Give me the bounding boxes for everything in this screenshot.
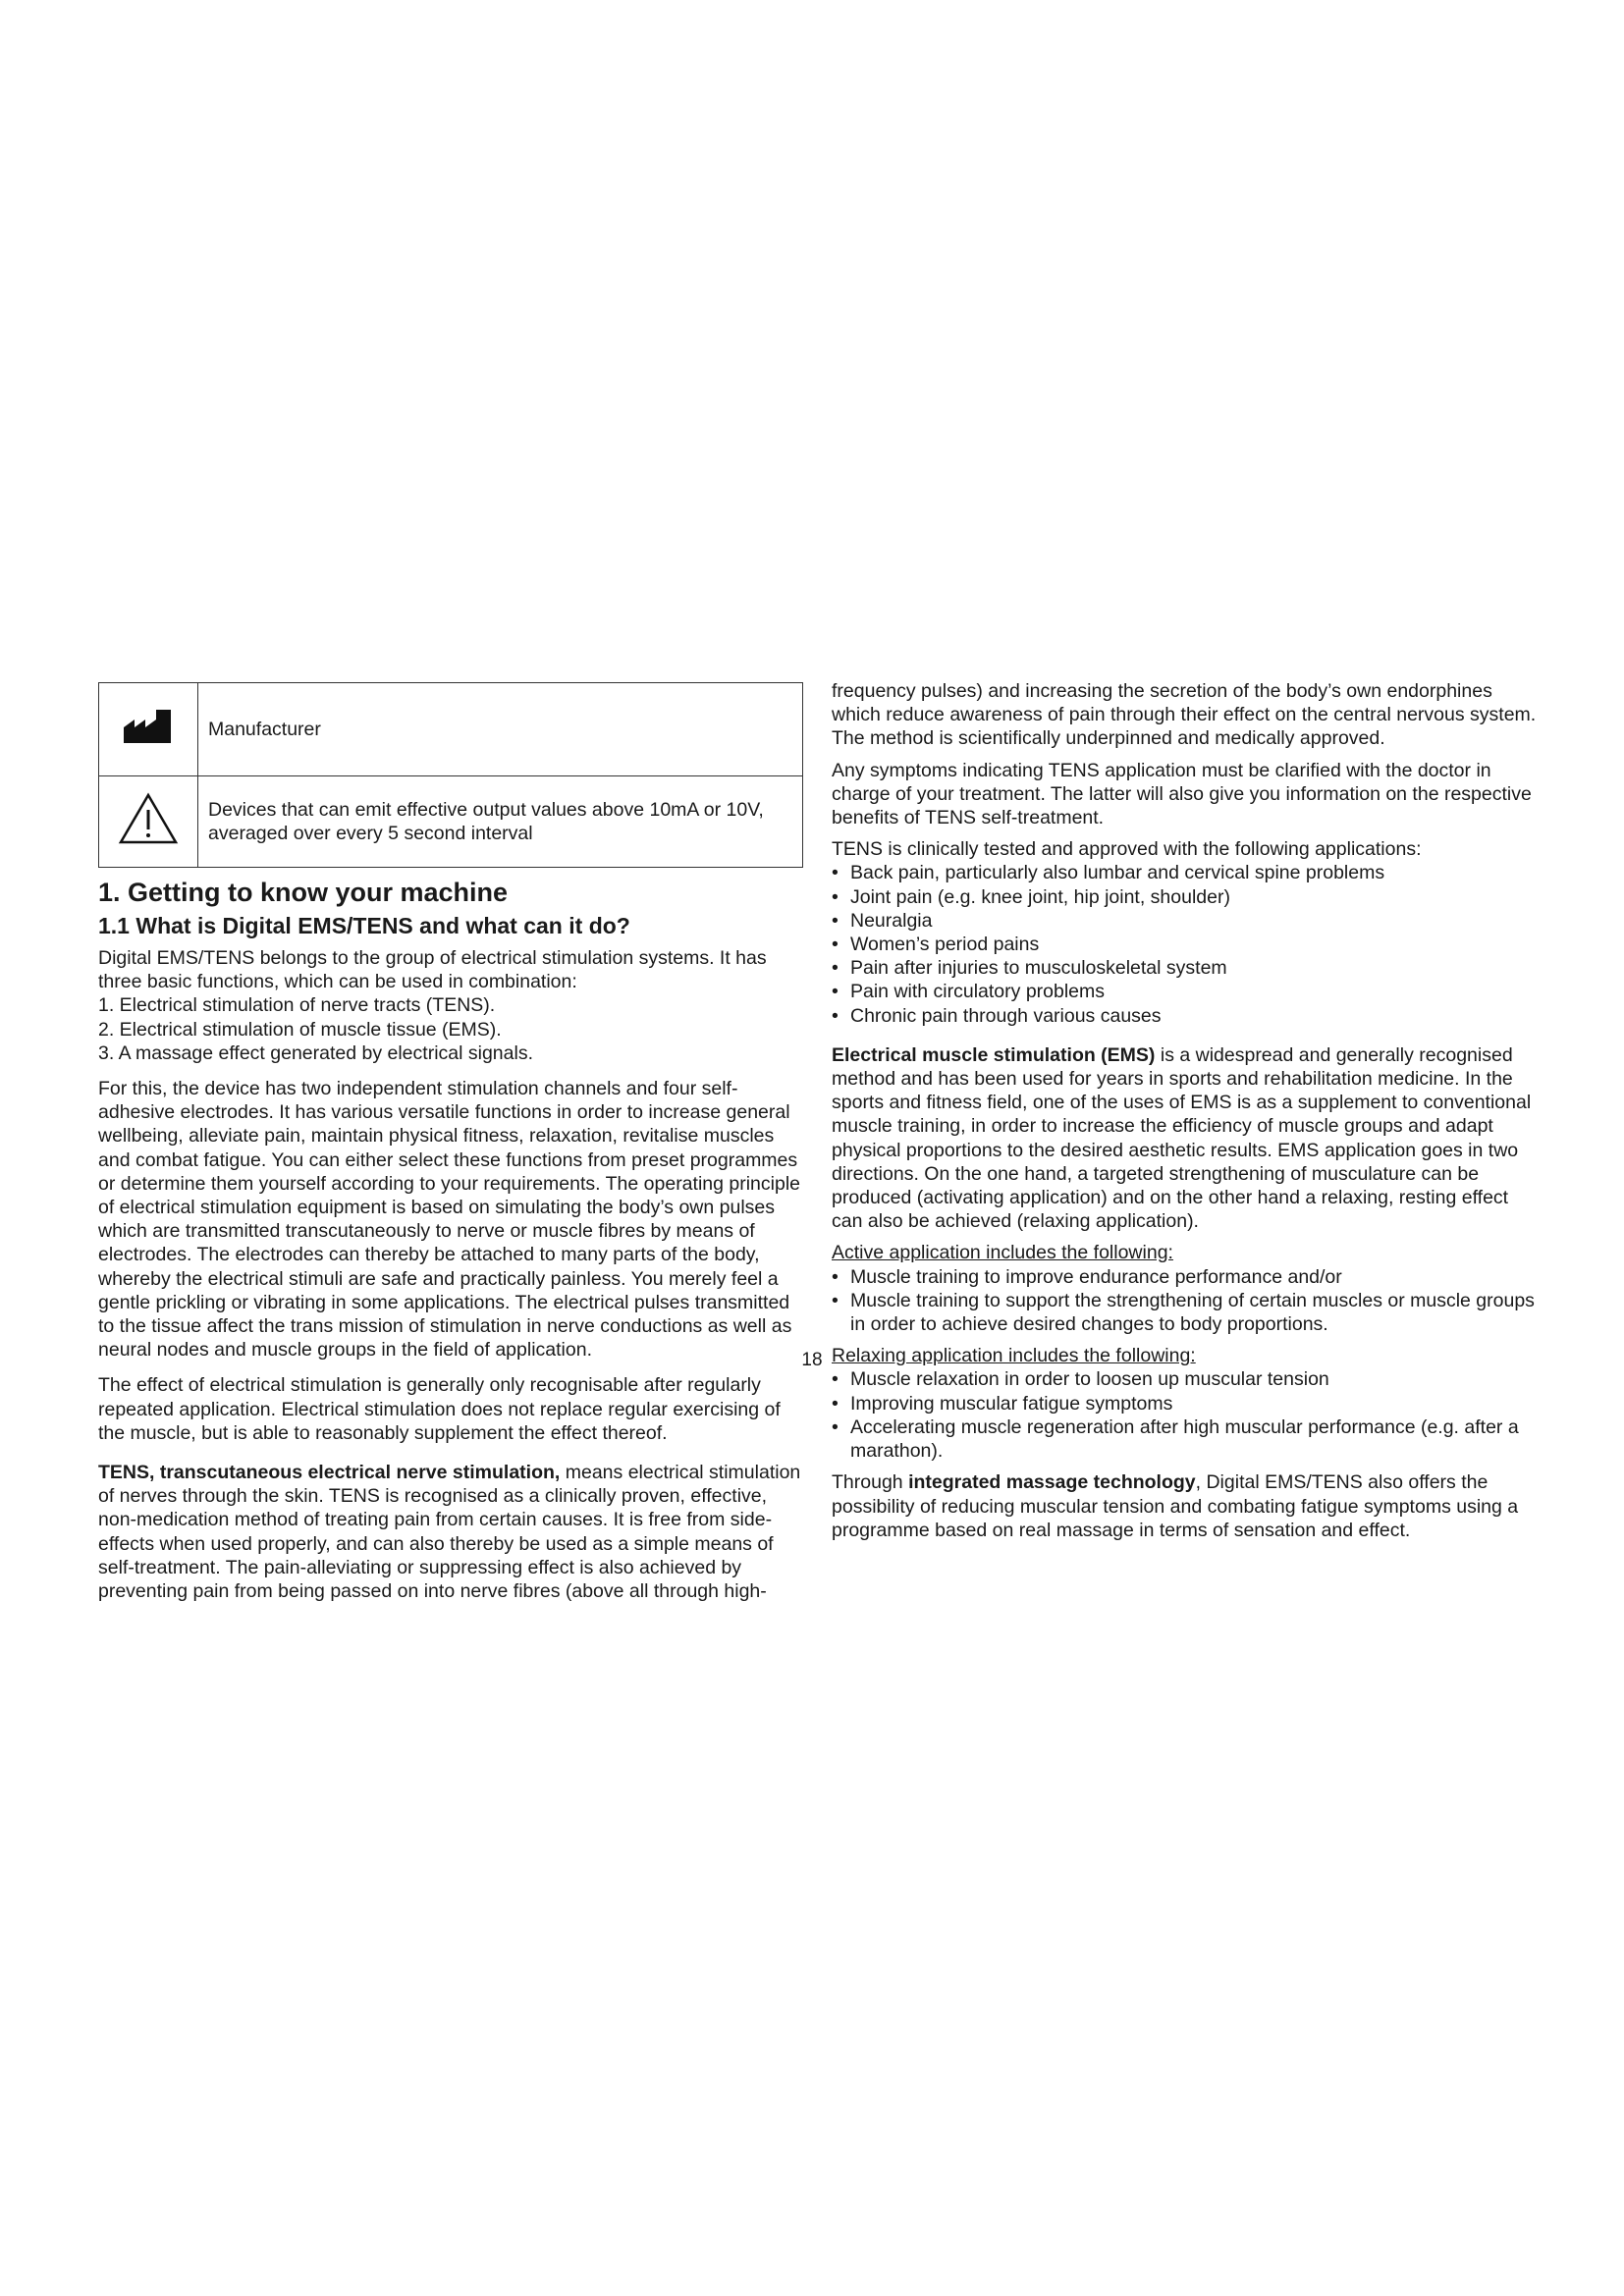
massage-term: integrated massage technology bbox=[908, 1471, 1196, 1494]
ems-text: is a widespread and generally recognised method and has been used for years in sports and rehabilitation medicine. In the sports and fitness field, one of the uses of EMS is as a supplement to conventional muscle training, in order to increase the efficiency of muscle groups and adapt physical proportions to the desired aesthetic results. EMS application goes in two directions. On the one hand, a targeted strengthening of musculature can be produced (activating application) and on the other hand a relaxing, resting effect can also be achieved (relaxing application). bbox=[832, 1043, 1532, 1233]
list-item: 1. Electrical stimulation of nerve tracts (TENS). bbox=[98, 994, 496, 1017]
symbol-row bbox=[99, 776, 803, 868]
ems-paragraph bbox=[832, 1043, 1539, 1234]
ems-term: Electrical muscle stimulation (EMS) bbox=[832, 1043, 1156, 1066]
page-number: 18 bbox=[801, 1350, 823, 1370]
symbol-row bbox=[99, 683, 803, 776]
tens-application-list bbox=[832, 861, 1539, 1027]
tens-paragraph bbox=[98, 1461, 805, 1603]
list-item: • Neuralgia bbox=[832, 909, 1539, 933]
section-heading: 1. Getting to know your machine bbox=[98, 878, 509, 907]
list-item: • Improving muscular fatigue symptoms bbox=[832, 1392, 1539, 1415]
massage-paragraph bbox=[832, 1470, 1539, 1542]
warning-triangle-icon bbox=[99, 776, 198, 868]
intro-paragraph: Digital EMS/TENS belongs to the group of electrical stimulation systems. It has three basic functions, which can be used in combination: bbox=[98, 947, 767, 993]
function-list bbox=[98, 993, 805, 1065]
symbol-table bbox=[98, 682, 803, 868]
list-item: 3. A massage effect generated by electrical signals. bbox=[98, 1041, 533, 1064]
continuation-paragraph: frequency pulses) and increasing the secretion of the body’s own endorphines which reduce awareness of pain through their effect on the central nervous system. The method is scientifically underpinned and medically approved. bbox=[832, 680, 1537, 750]
list-item: 2. Electrical stimulation of muscle tissue (EMS). bbox=[98, 1018, 502, 1041]
right-column bbox=[832, 679, 1539, 1554]
manufacturer-icon bbox=[99, 683, 198, 776]
symbol-text: Manufacturer bbox=[198, 683, 803, 776]
relax-heading: Relaxing application includes the following: bbox=[832, 1345, 1196, 1367]
massage-pre: Through bbox=[832, 1471, 909, 1494]
list-item: • Muscle training to support the strengthening of certain muscles or muscle groups in order to achieve desired changes to body proportions. bbox=[832, 1289, 1539, 1336]
relax-list bbox=[832, 1367, 1539, 1463]
list-item: • Pain after injuries to musculoskeletal system bbox=[832, 956, 1539, 980]
list-item: • Pain with circulatory problems bbox=[832, 980, 1539, 1003]
list-item: • Accelerating muscle regeneration after high muscular performance (e.g. after a marathon). bbox=[832, 1415, 1539, 1463]
tens-term: TENS, transcutaneous electrical nerve stimulation, bbox=[98, 1462, 561, 1484]
symbol-text: Devices that can emit effective output values above 10mA or 10V, averaged over every 5 second interval bbox=[198, 776, 803, 868]
list-item: • Joint pain (e.g. knee joint, hip joint, shoulder) bbox=[832, 885, 1539, 909]
list-item: • Chronic pain through various causes bbox=[832, 1004, 1539, 1028]
list-item: • Women’s period pains bbox=[832, 933, 1539, 956]
list-item: • Back pain, particularly also lumbar and cervical spine problems bbox=[832, 861, 1539, 884]
tens-text: means electrical stimulation of nerves through the skin. TENS is recognised as a clinically proven, effective, non-medication method of treating pain from certain causes. It is free from side-effects when used properly, and can also thereby be used as a simple means of self-treatment. The pain-alleviating or suppressing effect is also achieved by preventing pain from being passed on into nerve fibres (above all through high- bbox=[98, 1462, 801, 1603]
left-column bbox=[98, 682, 805, 1615]
tens-list-intro: TENS is clinically tested and approved with the following applications: bbox=[832, 838, 1422, 861]
active-list bbox=[832, 1265, 1539, 1337]
list-item: • Muscle training to improve endurance performance and/or bbox=[832, 1265, 1539, 1289]
massage-text: , Digital EMS/TENS also offers the possibility of reducing muscular tension and combating fatigue symptoms using a programme based on real massage in terms of sensation and effect. bbox=[832, 1471, 1519, 1541]
active-heading: Active application includes the following: bbox=[832, 1242, 1173, 1264]
subsection-heading: 1.1 What is Digital EMS/TENS and what can it do? bbox=[98, 913, 630, 938]
list-item: • Muscle relaxation in order to loosen up muscular tension bbox=[832, 1367, 1539, 1391]
device-paragraph: For this, the device has two independent stimulation channels and four self-adhesive electrodes. It has various versatile functions in order to increase general wellbeing, alleviate pain, maintain physical fitness, relaxation, revitalise muscles and combat fatigue. You can either select these functions from preset programmes or determine them yourself according to your requirements. The operating principle of electrical stimulation equipment is based on simulating the body’s own pulses which are transmitted transcutaneously to nerve or muscle fibres by means of electrodes. The electrodes can thereby be attached to many parts of the body, whereby the electrical stimuli are safe and practically painless. You merely feel a gentle prickling or vibrating in some applications. The electrical pulses transmitted to the tissue affect the trans mission of stimulation in nerve conductions as well as neural nodes and muscle groups in the field of application. bbox=[98, 1078, 801, 1362]
effect-paragraph: The effect of electrical stimulation is generally only recognisable after regularly repeated application. Electrical stimulation does not replace regular exercising of the muscle, but is able to reasonably supplement the effect thereof. bbox=[98, 1374, 781, 1444]
symptoms-paragraph: Any symptoms indicating TENS application must be clarified with the doctor in charge of your treatment. The latter will also give you information on the respective benefits of TENS self-treatment. bbox=[832, 759, 1532, 829]
